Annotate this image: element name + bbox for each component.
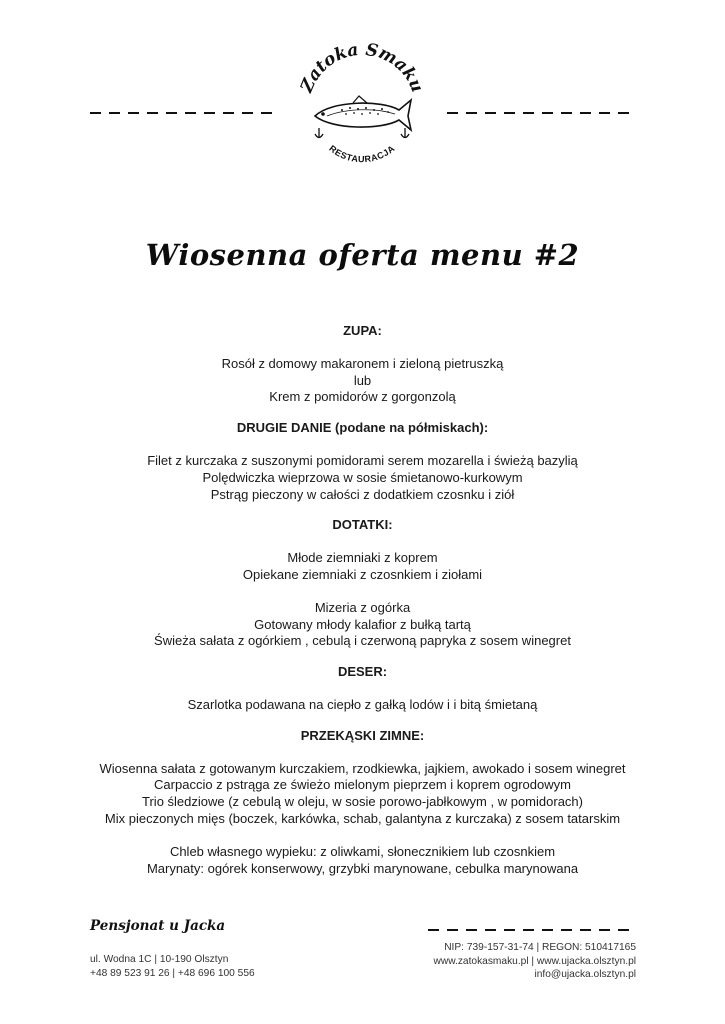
section-title: DOTATKI: (332, 517, 393, 533)
logo-label: RESTAURACJA (327, 143, 397, 165)
menu-item: Pstrąg pieczony w całości z dodatkiem czosnku i ziół (210, 486, 515, 502)
footer-email[interactable]: info@ujacka.olsztyn.pl (534, 969, 636, 980)
menu-title: Wiosenna oferta menu #2 (145, 238, 580, 272)
menu-content (0, 323, 725, 877)
menu-item: Opiekane ziemniaki z czosnkiem i ziołami (242, 566, 483, 582)
footer-address: ul. Wodna 1C | 10-190 Olsztyn (90, 954, 229, 965)
menu-item: Trio śledziowe (z cebulą w oleju, w sosie porowo-jabłkowym , w pomidorach) (142, 794, 583, 810)
footer-company-info (433, 941, 636, 982)
footer-phones: +48 89 523 91 26 | +48 696 100 556 (90, 967, 255, 979)
menu-item: Carpaccio z pstrąga ze świeżo mielonym pieprzem i koprem ogrodowym (154, 777, 571, 793)
footer-websites[interactable]: www.zatokasmaku.pl | www.ujacka.olsztyn.pl (433, 955, 636, 967)
menu-item: Wiosenna sałata z gotowanym kurczakiem, rzodkiewka, jajkiem, awokado i sosem winegret (99, 760, 626, 776)
section-title: ZUPA: (343, 323, 382, 338)
section-title: DRUGIE DANIE (podane na półmiskach): (236, 420, 489, 436)
section-title: PRZEKĄSKI ZIMNE: (300, 727, 425, 743)
menu-item: Chleb własnego wypieku: z oliwkami, słonecznikiem lub czosnkiem (169, 843, 556, 859)
menu-item: Krem z pomidorów z gorgonzolą (269, 389, 456, 405)
footer-contact (90, 953, 255, 980)
menu-item: Filet z kurczaka z suszonymi pomidorami serem mozarella i świeżą bazylią (147, 452, 578, 468)
menu-item: lub (353, 372, 372, 388)
header-dashed-divider-right (447, 112, 635, 114)
menu-item: Mizeria z ogórka (314, 599, 411, 615)
menu-item: Rosół z domowy makaronem i zieloną pietruszką (221, 355, 504, 371)
menu-item: Gotowany młody kalafior z bułką tartą (254, 616, 471, 632)
anchor-icon-left (315, 128, 323, 138)
menu-item: Polędwiczka wieprzowa w sosie śmietanowo-kurkowym (202, 469, 523, 485)
section-title: DESER: (337, 664, 388, 680)
anchor-icon-right (401, 128, 409, 138)
footer-dashed-divider (428, 929, 636, 931)
fish-icon (315, 96, 411, 130)
menu-item: Szarlotka podawana na ciepło z gałką lodów i i bitą śmietaną (187, 696, 538, 712)
restaurant-logo (287, 30, 437, 180)
menu-item: Marynaty: ogórek konserwowy, grzybki marynowane, cebulka marynowana (146, 860, 579, 876)
footer-brand-name: Pensjonat u Jacka (90, 918, 226, 934)
menu-item: Świeża sałata z ogórkiem , cebulą i czerwoną papryka z sosem winegret (154, 633, 571, 649)
footer-ids: NIP: 739-157-31-74 | REGON: 510417165 (444, 942, 636, 953)
header-dashed-divider-left (90, 112, 278, 114)
menu-item: Młode ziemniaki z koprem (287, 550, 438, 566)
menu-item: Mix pieczonych mięs (boczek, karkówka, schab, galantyna z kurczaka) z sosem tatarskim (104, 810, 621, 826)
logo-script-text: Zatoka Smaku (296, 39, 428, 96)
